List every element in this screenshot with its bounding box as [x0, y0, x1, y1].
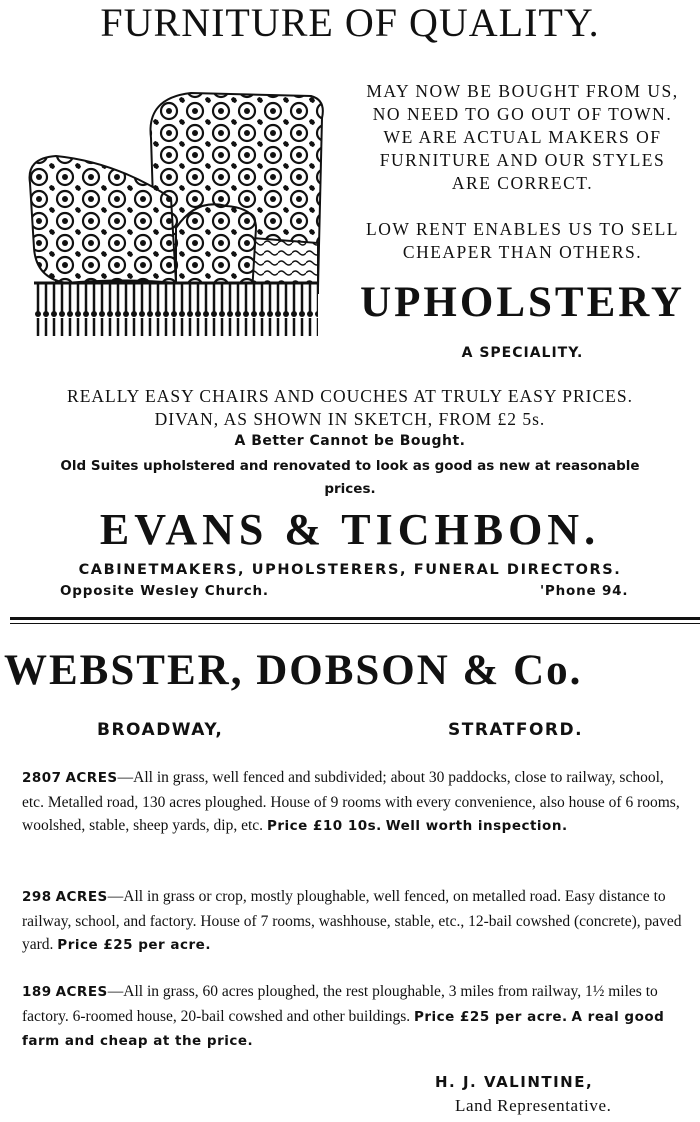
webster-dobson-name: WEBSTER, DOBSON & Co.	[4, 647, 583, 694]
old-suites-line-2: prices.	[324, 481, 376, 497]
listing-unit: ACRES	[65, 770, 118, 786]
upholstery-heading: UPHOLSTERY	[360, 279, 685, 326]
divider-rule	[10, 617, 700, 620]
location-broadway: BROADWAY,	[97, 720, 224, 740]
easy-chairs-line: REALLY EASY CHAIRS AND COUCHES AT TRULY EASY PRICES.	[67, 386, 633, 406]
rent-line: LOW RENT ENABLES US TO SELL	[366, 219, 679, 239]
listing-item	[22, 885, 686, 958]
location-stratford: STRATFORD.	[448, 720, 584, 740]
divider-rule-thin	[10, 623, 700, 624]
listing-item	[22, 980, 686, 1054]
old-suites-line: Old Suites upholstered and renovated to look as good as new at reasonable	[60, 458, 640, 474]
intro-line: FURNITURE AND OUR STYLES	[379, 150, 666, 170]
listing-number: 298	[22, 889, 52, 905]
phone-line: 'Phone 94.	[540, 583, 629, 599]
rent-line: CHEAPER THAN OTHERS.	[402, 242, 643, 262]
listing-price: Price £25 per acre.	[57, 937, 211, 953]
listing-number: 189	[22, 984, 52, 1000]
better-line: A Better Cannot be Bought.	[234, 433, 466, 449]
trades-line: CABINETMAKERS, UPHOLSTERERS, FUNERAL DIRECTORS.	[78, 562, 622, 578]
agent-title: Land Representative.	[455, 1096, 612, 1115]
evans-tichbon-name: EVANS & TICHBON.	[99, 505, 601, 554]
intro-line: NO NEED TO GO OUT OF TOWN.	[372, 104, 673, 124]
agent-name: H. J. VALINTINE,	[435, 1073, 594, 1091]
intro-line: WE ARE ACTUAL MAKERS OF	[383, 127, 662, 147]
listing-text: —All in grass, 60 acres ploughed, the rest ploughable, 3 miles from railway, 1½ miles to factory. 6-roomed house, 20-bail cowshed and other buildings.	[22, 983, 658, 1025]
listing-number: 2807	[22, 770, 62, 786]
listing-unit: ACRES	[55, 889, 108, 905]
address-line: Opposite Wesley Church.	[60, 583, 269, 599]
listing-note: A real good farm and cheap at the price.	[22, 1008, 665, 1049]
listing-text: —All in grass, well fenced and subdivided; about 30 paddocks, close to railway, school, etc. Metalled road, 130 acres ploughed. House of 9 rooms with every convenience, also house of 6 rooms, woolshed, stable, sheep yards, dip, etc.	[22, 769, 680, 834]
listing-price: Price £25 per acre.	[414, 1008, 568, 1025]
intro-line: ARE CORRECT.	[451, 173, 594, 193]
armchair-sketch	[26, 78, 326, 348]
listing-note: Well worth inspection.	[385, 818, 568, 834]
listing-price: Price £10 10s.	[266, 818, 382, 834]
headline: FURNITURE OF QUALITY.	[100, 0, 600, 45]
listing-unit: ACRES	[55, 984, 108, 1000]
divan-line: DIVAN, AS SHOWN IN SKETCH, FROM £2 5s.	[154, 409, 546, 429]
speciality-line: A SPECIALITY.	[461, 345, 584, 361]
intro-line: MAY NOW BE BOUGHT FROM US,	[366, 81, 679, 101]
listing-item	[22, 766, 686, 839]
listing-text: —All in grass or crop, mostly ploughable, well fenced, on metalled road. Easy distance to railway, school, and factory. House of 7 rooms, washhouse, stable, etc., 12-bail cowshed (concrete), paved yard.	[22, 888, 682, 953]
